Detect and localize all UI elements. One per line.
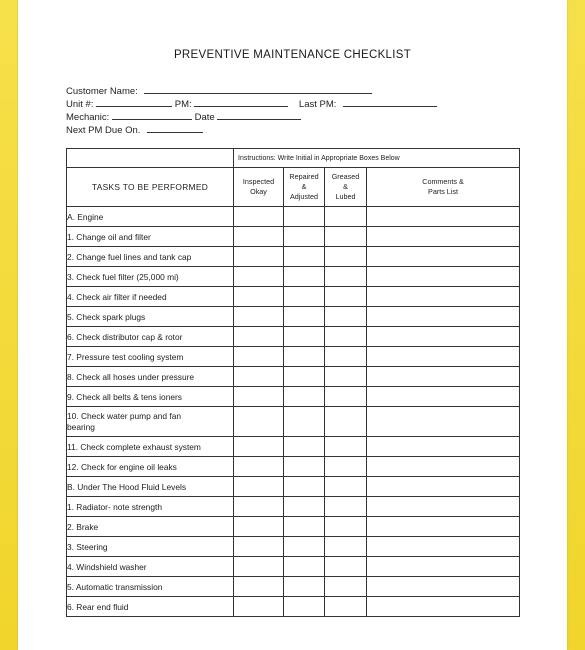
greased-cell[interactable]	[325, 227, 367, 247]
repaired-cell[interactable]	[284, 517, 325, 537]
task-label: 1. Change oil and filter	[67, 227, 234, 247]
repaired-cell[interactable]	[284, 227, 325, 247]
customer-name-row	[66, 84, 372, 97]
task-label: 12. Check for engine oil leaks	[67, 457, 234, 477]
section-cell	[234, 207, 284, 227]
table-row	[67, 517, 520, 537]
greased-cell[interactable]	[325, 537, 367, 557]
repaired-cell[interactable]	[284, 597, 325, 617]
comments-cell[interactable]	[367, 517, 520, 537]
greased-cell[interactable]	[325, 367, 367, 387]
comments-cell[interactable]	[367, 347, 520, 367]
instructions-blank-cell	[67, 149, 234, 168]
task-label: 6. Check distributor cap & rotor	[67, 327, 234, 347]
comments-header: Comments & Parts List	[367, 168, 520, 207]
comments-cell[interactable]	[367, 227, 520, 247]
unit-label: Unit #:	[66, 99, 94, 110]
comments-cell[interactable]	[367, 537, 520, 557]
section-fluid-label: B. Under The Hood Fluid Levels	[67, 477, 234, 497]
mechanic-row	[66, 110, 301, 123]
table-row	[67, 387, 520, 407]
customer-name-label: Customer Name:	[66, 86, 138, 97]
section-cell	[367, 207, 520, 227]
task-label: 7. Pressure test cooling system	[67, 347, 234, 367]
inspected-cell[interactable]	[234, 597, 284, 617]
table-row	[67, 437, 520, 457]
mechanic-field[interactable]	[112, 110, 192, 120]
comments-cell[interactable]	[367, 247, 520, 267]
task-label: 6. Rear end fluid	[67, 597, 234, 617]
next-pm-label: Next PM Due On.	[66, 125, 141, 136]
task-label: 8. Check all hoses under pressure	[67, 367, 234, 387]
table-row	[67, 347, 520, 367]
inspected-cell[interactable]	[234, 267, 284, 287]
table-row	[67, 227, 520, 247]
next-pm-field[interactable]	[147, 123, 203, 133]
repaired-cell[interactable]	[284, 497, 325, 517]
repaired-cell[interactable]	[284, 307, 325, 327]
comments-cell[interactable]	[367, 267, 520, 287]
repaired-header: Repaired & Adjusted	[284, 168, 325, 207]
inspected-cell[interactable]	[234, 347, 284, 367]
repaired-cell[interactable]	[284, 327, 325, 347]
comments-cell[interactable]	[367, 577, 520, 597]
inspected-cell[interactable]	[234, 327, 284, 347]
repaired-cell[interactable]	[284, 457, 325, 477]
greased-cell[interactable]	[325, 267, 367, 287]
task-label: 5. Automatic transmission	[67, 577, 234, 597]
inspected-cell[interactable]	[234, 307, 284, 327]
comments-cell[interactable]	[367, 387, 520, 407]
comments-cell[interactable]	[367, 457, 520, 477]
task-label: 9. Check all belts & tens ioners	[67, 387, 234, 407]
greased-cell[interactable]	[325, 407, 367, 437]
inspected-cell[interactable]	[234, 457, 284, 477]
task-label: 5. Check spark plugs	[67, 307, 234, 327]
date-field[interactable]	[217, 110, 301, 120]
comments-cell[interactable]	[367, 307, 520, 327]
task-label: 2. Brake	[67, 517, 234, 537]
table-row	[67, 557, 520, 577]
last-pm-label: Last PM:	[298, 99, 337, 110]
task-label: 2. Change fuel lines and tank cap	[67, 247, 234, 267]
greased-cell[interactable]	[325, 517, 367, 537]
task-label: 4. Check air filter if needed	[67, 287, 234, 307]
section-cell	[325, 477, 367, 497]
table-row	[67, 577, 520, 597]
table-row	[67, 537, 520, 557]
inspected-cell[interactable]	[234, 517, 284, 537]
inspected-header: Inspected Okay	[234, 168, 284, 207]
checklist-table	[66, 148, 520, 617]
repaired-cell[interactable]	[284, 387, 325, 407]
unit-field[interactable]	[96, 97, 172, 107]
table-row	[67, 287, 520, 307]
inspected-cell[interactable]	[234, 227, 284, 247]
customer-name-field[interactable]	[144, 84, 372, 94]
greased-cell[interactable]	[325, 247, 367, 267]
pm-field[interactable]	[194, 97, 288, 107]
tasks-header: TASKS TO BE PERFORMED	[67, 168, 234, 207]
table-row	[67, 597, 520, 617]
repaired-cell[interactable]	[284, 287, 325, 307]
section-row	[67, 207, 520, 227]
task-label: 11. Check complete exhaust system	[67, 437, 234, 457]
checklist-page	[18, 0, 567, 650]
unit-row	[66, 97, 437, 110]
repaired-cell[interactable]	[284, 537, 325, 557]
task-label: 3. Check fuel filter (25,000 mi)	[67, 267, 234, 287]
comments-cell[interactable]	[367, 287, 520, 307]
task-label: 10. Check water pump and fan bearing	[67, 407, 234, 437]
section-engine-label: A. Engine	[67, 207, 234, 227]
table-row	[67, 267, 520, 287]
comments-cell[interactable]	[367, 497, 520, 517]
section-cell	[367, 477, 520, 497]
inspected-cell[interactable]	[234, 557, 284, 577]
task-label: 3. Steering	[67, 537, 234, 557]
table-row	[67, 407, 520, 437]
greased-cell[interactable]	[325, 347, 367, 367]
greased-cell[interactable]	[325, 457, 367, 477]
inspected-cell[interactable]	[234, 577, 284, 597]
last-pm-field[interactable]	[343, 97, 437, 107]
greased-cell[interactable]	[325, 287, 367, 307]
table-row	[67, 367, 520, 387]
table-row	[67, 307, 520, 327]
table-row	[67, 247, 520, 267]
comments-cell[interactable]	[367, 437, 520, 457]
inspected-cell[interactable]	[234, 437, 284, 457]
table-row	[67, 497, 520, 517]
comments-cell[interactable]	[367, 367, 520, 387]
repaired-cell[interactable]	[284, 367, 325, 387]
inspected-cell[interactable]	[234, 247, 284, 267]
pm-label: PM:	[174, 99, 192, 110]
greased-cell[interactable]	[325, 497, 367, 517]
instructions-text: Instructions: Write Initial in Appropriate Boxes Below	[234, 149, 520, 168]
repaired-cell[interactable]	[284, 407, 325, 437]
inspected-cell[interactable]	[234, 387, 284, 407]
date-label: Date	[194, 112, 215, 123]
comments-cell[interactable]	[367, 557, 520, 577]
greased-cell[interactable]	[325, 577, 367, 597]
greased-cell[interactable]	[325, 387, 367, 407]
header-row	[67, 168, 520, 207]
inspected-cell[interactable]	[234, 287, 284, 307]
section-cell	[284, 207, 325, 227]
section-cell	[234, 477, 284, 497]
inspected-cell[interactable]	[234, 537, 284, 557]
comments-cell[interactable]	[367, 327, 520, 347]
repaired-cell[interactable]	[284, 437, 325, 457]
section-cell	[284, 477, 325, 497]
comments-cell[interactable]	[367, 407, 520, 437]
repaired-cell[interactable]	[284, 247, 325, 267]
task-label: 4. Windshield washer	[67, 557, 234, 577]
greased-cell[interactable]	[325, 437, 367, 457]
task-label: 1. Radiator- note strength	[67, 497, 234, 517]
page-title: PREVENTIVE MAINTENANCE CHECKLIST	[173, 49, 412, 61]
mechanic-label: Mechanic:	[66, 112, 110, 123]
greased-header: Greased & Lubed	[325, 168, 367, 207]
repaired-cell[interactable]	[284, 267, 325, 287]
inspected-cell[interactable]	[234, 367, 284, 387]
inspected-cell[interactable]	[234, 407, 284, 437]
greased-cell[interactable]	[325, 557, 367, 577]
next-pm-row	[66, 123, 203, 136]
section-cell	[325, 207, 367, 227]
greased-cell[interactable]	[325, 597, 367, 617]
repaired-cell[interactable]	[284, 347, 325, 367]
instructions-row	[67, 149, 520, 168]
comments-cell[interactable]	[367, 597, 520, 617]
repaired-cell[interactable]	[284, 577, 325, 597]
inspected-cell[interactable]	[234, 497, 284, 517]
table-row	[67, 457, 520, 477]
greased-cell[interactable]	[325, 327, 367, 347]
repaired-cell[interactable]	[284, 557, 325, 577]
section-row	[67, 477, 520, 497]
greased-cell[interactable]	[325, 307, 367, 327]
table-row	[67, 327, 520, 347]
